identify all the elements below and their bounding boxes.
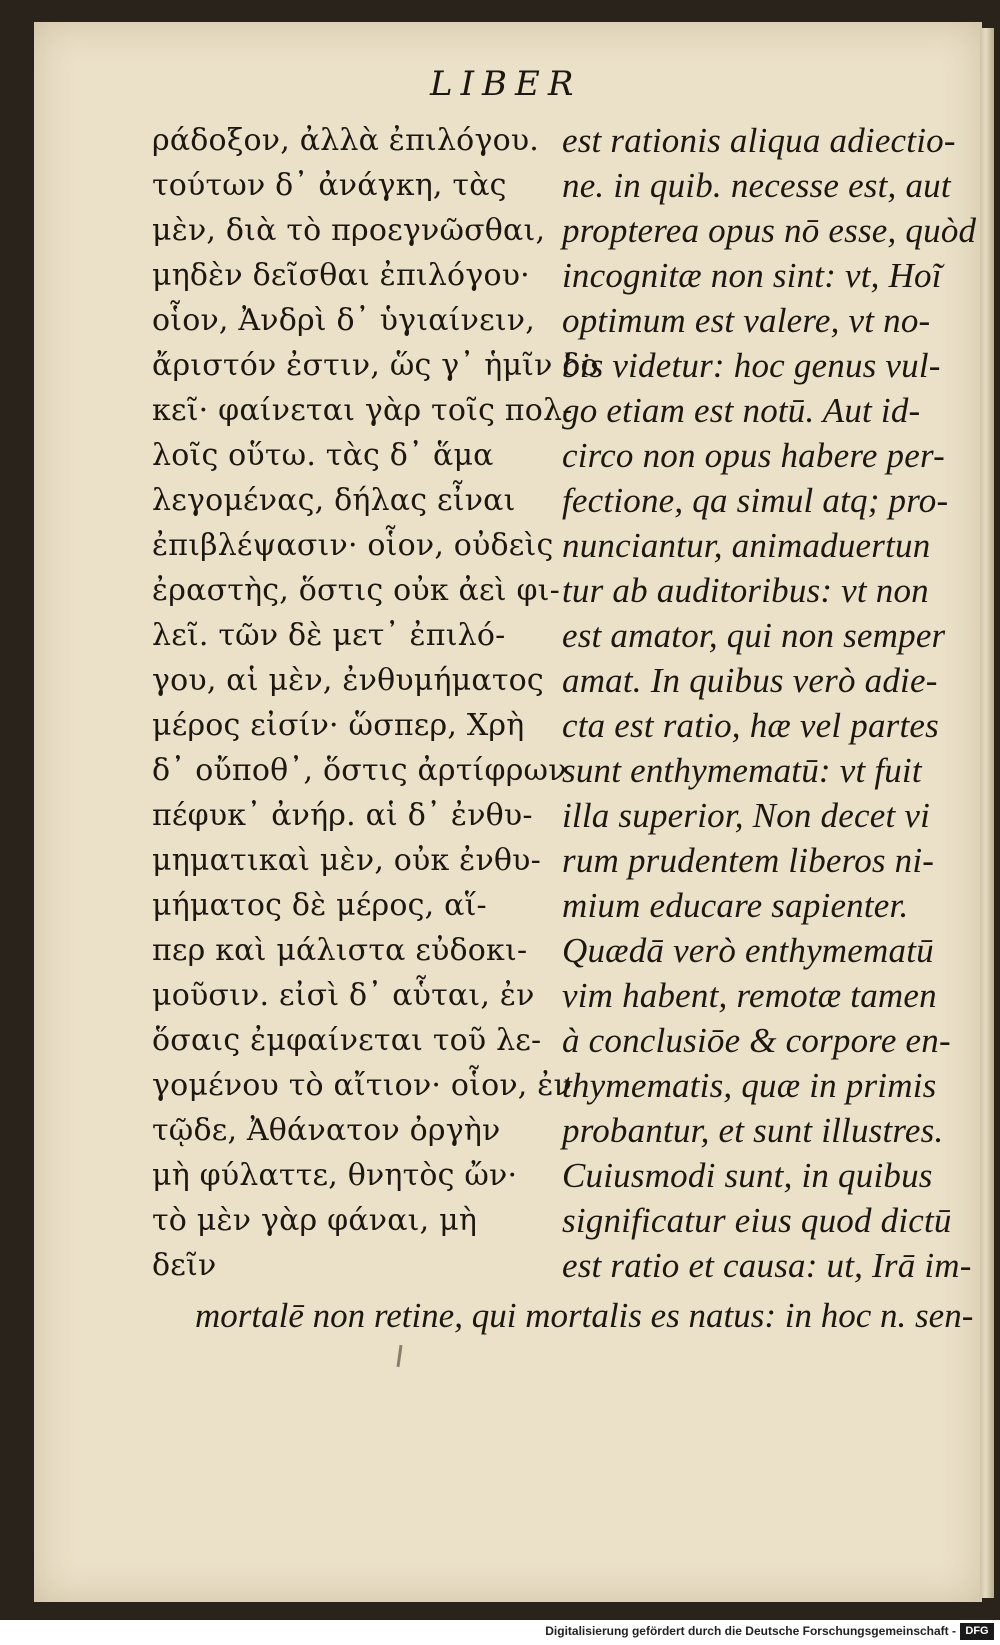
greek-line: τῷδε, Ἀθάνατον ὀργὴν [152,1113,501,1148]
footer-credit: Digitalisierung gefördert durch die Deutsche Forschungsgemeinschaft - [545,1624,956,1638]
greek-line: ὅσαις ἐμφαίνεται τοῦ λε- [152,1023,542,1058]
greek-column [152,118,599,1288]
latin-line: thymematis, quæ in primis [562,1066,937,1105]
latin-line: circo non opus habere per- [562,436,945,475]
latin-line: rum prudentem liberos ni- [562,841,935,880]
latin-line: vim habent, remotæ tamen [562,976,937,1015]
latin-line: propterea opus nō esse, quòd [562,211,977,250]
greek-line: μέρος εἰσίν· ὥσπερ, Χρὴ [152,708,525,743]
greek-line: ἄριστόν ἐστιν, ὥς γ᾽ ἡμῖν δο [152,348,599,383]
greek-line: μοῦσιν. εἰσὶ δ᾽ αὗται, ἐν [152,978,535,1013]
greek-line: ἐπιβλέψασιν· οἷον, οὐδεὶς [152,528,554,563]
latin-line: est amator, qui non semper [562,616,946,655]
page-edge [980,28,994,1598]
greek-line: δεῖν [152,1248,217,1283]
latin-line: à conclusiōe & corpore en- [562,1021,951,1060]
latin-line: amat. In quibus verò adie- [562,661,938,700]
greek-line: δ᾽ οὔποθ᾽, ὅστις ἀρτίφρων [152,753,567,788]
latin-line: optimum est valere, vt no- [562,301,931,340]
greek-line: μὲν, διὰ τὸ προεγνῶσθαι, [152,213,546,248]
greek-line: μήματος δὲ μέρος, αἵ- [152,888,487,923]
running-head: LIBER [430,64,582,104]
latin-line: est rationis aliqua adiectio- [562,121,956,160]
greek-line: μὴ φύλαττε, θνητὸς ὤν· [152,1158,518,1193]
greek-line: τούτων δ᾽ ἀνάγκη, τὰς [152,168,507,203]
latin-line: ne. in quib. necesse est, aut [562,166,951,205]
latin-line: probantur, et sunt illustres. [562,1111,944,1150]
greek-line: ἐραστὴς, ὅστις οὐκ ἀεὶ φι- [152,573,560,608]
greek-line: λοῖς οὕτω. τὰς δ᾽ ἅμα [152,438,494,473]
latin-line: est ratio et causa: ut, Irā im- [562,1246,972,1285]
greek-line: γομένου τὸ αἴτιον· οἷον, ἐν [152,1068,572,1103]
dfg-logo: DFG [960,1623,994,1640]
latin-line: Cuiusmodi sunt, in quibus [562,1156,933,1195]
latin-line: cta est ratio, hæ vel partes [562,706,939,745]
greek-line: γου, αἱ μὲν, ἐνθυμήματος [152,663,544,698]
greek-line: ράδοξον, ἀλλὰ ἐπιλόγου. [152,123,540,158]
greek-line: οἷον, Ἀνδρὶ δ᾽ ὑγιαίνειν, [152,303,535,338]
latin-line: mium educare sapienter. [562,886,909,925]
footer-bar [0,1620,1000,1645]
greek-line: περ καὶ μάλιστα εὐδοκι- [152,933,528,968]
latin-line: sunt enthymematū: vt fuit [562,751,922,790]
full-width-last-line: mortalē non retine, qui mortalis es natus: in hoc n. sen- [195,1296,974,1335]
latin-column [562,118,977,1288]
greek-line: τὸ μὲν γὰρ φάναι, μὴ [152,1203,477,1238]
greek-line: μηματικαὶ μὲν, οὐκ ἐνθυ- [152,843,541,878]
greek-line: λεῖ. τῶν δὲ μετ᾽ ἐπιλό- [152,618,506,653]
latin-line: tur ab auditoribus: vt non [562,571,929,610]
greek-line: πέφυκ᾽ ἀνήρ. αἱ δ᾽ ἐνθυ- [152,798,533,833]
latin-line: go etiam est notū. Aut id- [562,391,921,430]
latin-line: Quædā verò enthymematū [562,931,934,970]
greek-line: κεῖ· φαίνεται γὰρ τοῖς πολ- [152,393,573,428]
greek-line: λεγομένας, δήλας εἶναι [152,483,516,518]
latin-line: illa superior, Non decet vi [562,796,930,835]
latin-line: bis videtur: hoc genus vul- [562,346,941,385]
latin-line: significatur eius quod dictū [562,1201,952,1240]
latin-line: incognitæ non sint: vt, Hoĩ [562,256,942,295]
latin-line: nunciantur, animaduertun [562,526,931,565]
latin-line: fectione, qa simul atq; pro- [562,481,949,520]
greek-line: μηδὲν δεῖσθαι ἐπιλόγου· [152,258,530,293]
